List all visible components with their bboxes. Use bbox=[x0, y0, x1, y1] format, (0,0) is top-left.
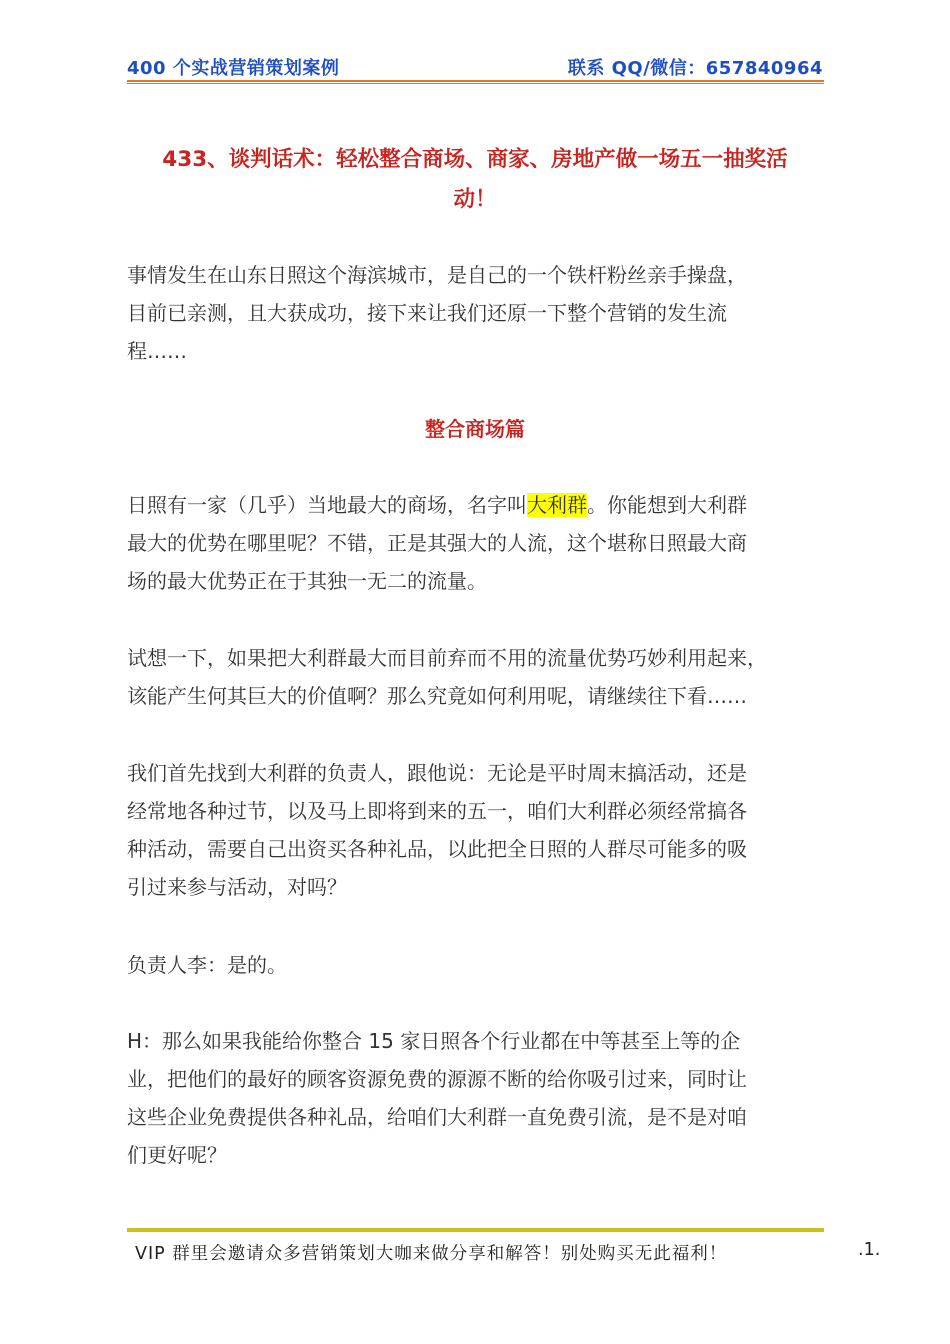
text-line: 负责人李：是的。 bbox=[127, 953, 287, 977]
paragraph-3 bbox=[127, 754, 827, 906]
footer-note: VIP 群里会邀请众多营销策划大咖来做分享和解答！别处购买无此福利！ bbox=[135, 1244, 728, 1264]
text-line: 最大的优势在哪里呢？不错，正是其强大的人流，这个堪称日照最大商 bbox=[127, 531, 747, 555]
text-line: 种活动，需要自己出资买各种礼品，以此把全日照的人群尽可能多的吸 bbox=[127, 837, 747, 861]
header-rule bbox=[127, 80, 824, 82]
text-line: 经常地各种过节，以及马上即将到来的五一，咱们大利群必须经常搞各 bbox=[127, 799, 747, 823]
text-line bbox=[127, 486, 827, 524]
header-contact: 联系 QQ/微信：657840964 bbox=[567, 58, 823, 79]
text-line: 场的最大优势正在于其独一无二的流量。 bbox=[127, 569, 487, 593]
text-line: H：那么如果我能给你整合 15 家日照各个行业都在中等甚至上等的企 bbox=[127, 1029, 741, 1053]
paragraph-2 bbox=[127, 639, 827, 715]
highlighted-mall-name: 大利群 bbox=[527, 493, 587, 517]
text-line: 引过来参与活动，对吗？ bbox=[127, 875, 347, 899]
footer-rule bbox=[127, 1228, 824, 1232]
paragraph-1 bbox=[127, 486, 827, 600]
page-number: .1. bbox=[858, 1240, 881, 1260]
title-line-1: 433、谈判话术：轻松整合商场、商家、房地产做一场五一抽奖活 bbox=[162, 147, 788, 172]
text-line: 事情发生在山东日照这个海滨城市，是自己的一个铁杆粉丝亲手操盘， bbox=[127, 263, 747, 287]
header-rule-thin bbox=[127, 83, 824, 84]
text-line: 试想一下，如果把大利群最大而目前弃而不用的流量优势巧妙利用起来， bbox=[127, 646, 767, 670]
text-line: 这些企业免费提供各种礼品，给咱们大利群一直免费引流，是不是对咱 bbox=[127, 1105, 747, 1129]
article-title bbox=[127, 140, 823, 220]
text-line: 该能产生何其巨大的价值啊？那么究竟如何利用呢，请继续往下看…… bbox=[127, 684, 747, 708]
text-segment: 日照有一家（几乎）当地最大的商场，名字叫 bbox=[127, 493, 527, 517]
section-title: 整合商场篇 bbox=[425, 417, 525, 441]
intro-paragraph bbox=[127, 256, 827, 370]
text-line: 们更好呢？ bbox=[127, 1143, 227, 1167]
text-line: 程…… bbox=[127, 339, 187, 363]
text-segment: 。你能想到大利群 bbox=[587, 493, 747, 517]
text-line: 我们首先找到大利群的负责人，跟他说：无论是平时周末搞活动，还是 bbox=[127, 761, 747, 785]
title-line-2: 动！ bbox=[453, 187, 497, 212]
text-line: 目前已亲测，且大获成功，接下来让我们还原一下整个营销的发生流 bbox=[127, 301, 727, 325]
page-header bbox=[127, 54, 823, 80]
text-line: 业，把他们的最好的顾客资源免费的源源不断的给你吸引过来，同时让 bbox=[127, 1067, 747, 1091]
paragraph-5 bbox=[127, 1022, 827, 1174]
paragraph-4 bbox=[127, 946, 827, 984]
header-title: 400 个实战营销策划案例 bbox=[127, 58, 340, 79]
